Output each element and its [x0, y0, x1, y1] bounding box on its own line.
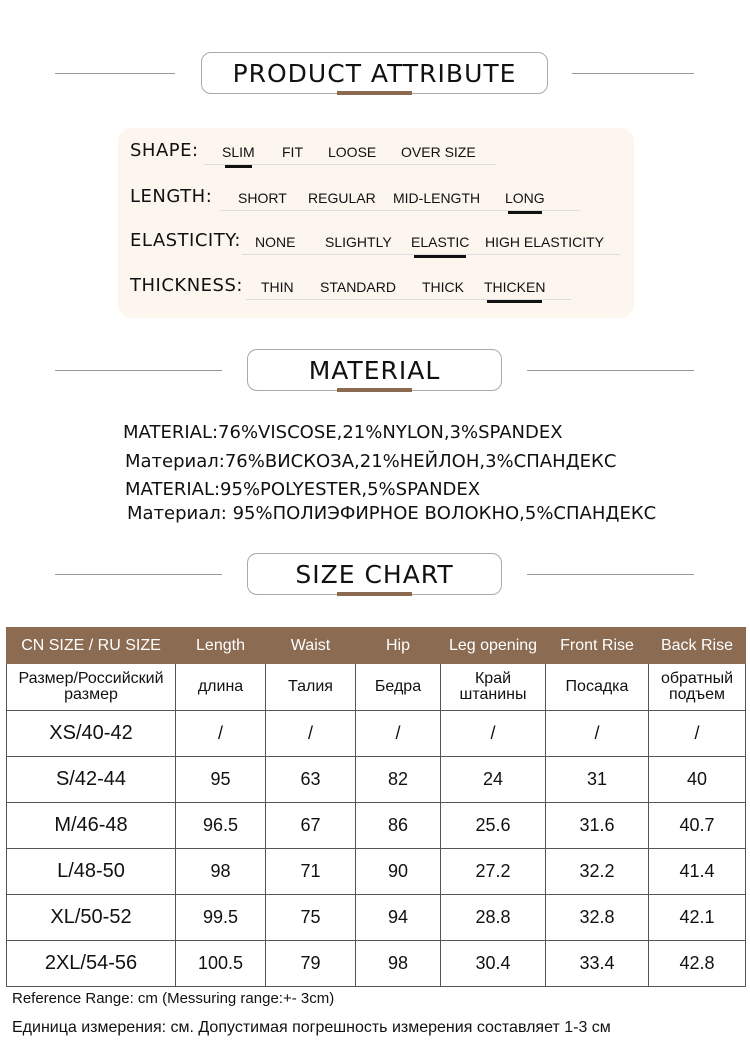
attr-row-length [118, 186, 634, 216]
attr-option: THIN [261, 279, 294, 295]
header-cell: Бедра [356, 664, 441, 711]
table-cell: XS/40-42 [7, 711, 176, 757]
table-cell: 31.6 [546, 803, 649, 849]
table-cell: / [266, 711, 356, 757]
attr-option: OVER SIZE [401, 144, 476, 160]
table-cell: 86 [356, 803, 441, 849]
header-cell: Талия [266, 664, 356, 711]
material-line: MATERIAL:95%POLYESTER,5%SPANDEX [125, 479, 481, 500]
attr-option: THICKEN [484, 279, 546, 295]
table-cell: 40.7 [649, 803, 746, 849]
section-header-material [0, 349, 750, 393]
table-cell: 63 [266, 757, 356, 803]
table-cell: 94 [356, 895, 441, 941]
table-cell: M/46-48 [7, 803, 176, 849]
attr-label: SHAPE: [130, 140, 199, 161]
table-row [7, 895, 746, 941]
table-cell: 99.5 [176, 895, 266, 941]
section-title: MATERIAL [247, 349, 502, 391]
table-cell: 82 [356, 757, 441, 803]
attr-option: HIGH ELASTICITY [485, 234, 605, 250]
table-row [7, 941, 746, 987]
header-cell: Размер/Российский размер [7, 664, 176, 711]
table-cell: 32.8 [546, 895, 649, 941]
table-cell: 33.4 [546, 941, 649, 987]
header-cell: Hip [356, 628, 441, 664]
table-row [7, 711, 746, 757]
header-cell: Front Rise [546, 628, 649, 664]
table-cell: 40 [649, 757, 746, 803]
table-cell: 90 [356, 849, 441, 895]
header-cell: Край штанины [441, 664, 546, 711]
table-cell: 100.5 [176, 941, 266, 987]
table-cell: 41.4 [649, 849, 746, 895]
attr-option: SHORT [238, 190, 287, 206]
header-cell: обратный подъем [649, 664, 746, 711]
attr-label: ELASTICITY: [130, 230, 241, 251]
table-cell: 71 [266, 849, 356, 895]
header-cell: Back Rise [649, 628, 746, 664]
header-cell: Leg opening [441, 628, 546, 664]
footer-note-en: Reference Range: cm (Messuring range:+- 3cm) [12, 990, 335, 1007]
section-title: PRODUCT ATTRIBUTE [201, 52, 548, 94]
attr-option: REGULAR [308, 190, 376, 206]
table-cell: 27.2 [441, 849, 546, 895]
attr-row-thickness [118, 275, 634, 305]
attr-label: LENGTH: [130, 186, 213, 207]
table-cell: / [546, 711, 649, 757]
table-cell: 95 [176, 757, 266, 803]
header-cell: Length [176, 628, 266, 664]
table-cell: 42.1 [649, 895, 746, 941]
header-cell: Waist [266, 628, 356, 664]
table-cell: / [441, 711, 546, 757]
header-cell: Посадка [546, 664, 649, 711]
attr-option: ELASTIC [411, 234, 470, 250]
table-header-row [7, 628, 746, 664]
table-cell: XL/50-52 [7, 895, 176, 941]
attr-option: FIT [282, 144, 303, 160]
attr-option: THICK [422, 279, 464, 295]
attr-row-elasticity [118, 230, 634, 260]
attr-option: NONE [255, 234, 296, 250]
attr-option: SLIM [222, 144, 255, 160]
table-cell: S/42-44 [7, 757, 176, 803]
material-line: MATERIAL:76%VISCOSE,21%NYLON,3%SPANDEX [123, 422, 563, 443]
table-cell: 98 [356, 941, 441, 987]
attr-option: MID-LENGTH [393, 190, 481, 206]
header-cell: CN SIZE / RU SIZE [7, 628, 176, 664]
attr-row-shape [118, 140, 634, 170]
material-line: Материал:76%ВИСКОЗА,21%НЕЙЛОН,3%СПАНДЕКС [125, 451, 617, 472]
table-cell: / [176, 711, 266, 757]
section-title: SIZE CHART [247, 553, 502, 595]
attr-label: THICKNESS: [130, 275, 243, 296]
table-cell: 96.5 [176, 803, 266, 849]
table-cell: 32.2 [546, 849, 649, 895]
table-row [7, 757, 746, 803]
attr-option: LONG [505, 190, 545, 206]
footer-note-ru: Единица измерения: см. Допустимая погрешность измерения составляет 1-3 см [12, 1019, 611, 1036]
table-cell: 75 [266, 895, 356, 941]
table-cell: 30.4 [441, 941, 546, 987]
material-line: Материал: 95%ПОЛИЭФИРНОЕ ВОЛОКНО,5%СПАНДЕКС [127, 503, 657, 524]
table-header-row-ru [7, 664, 746, 711]
table-cell: 28.8 [441, 895, 546, 941]
table-cell: 79 [266, 941, 356, 987]
table-cell: 42.8 [649, 941, 746, 987]
table-cell: 24 [441, 757, 546, 803]
table-cell: L/48-50 [7, 849, 176, 895]
section-header-size-chart [0, 553, 750, 597]
table-row [7, 803, 746, 849]
header-cell: длина [176, 664, 266, 711]
table-cell: 67 [266, 803, 356, 849]
attributes-panel [118, 128, 634, 318]
table-cell: / [649, 711, 746, 757]
attr-option: SLIGHTLY [325, 234, 392, 250]
attr-option: LOOSE [328, 144, 377, 160]
attr-option: STANDARD [320, 279, 396, 295]
table-cell: / [356, 711, 441, 757]
table-cell: 25.6 [441, 803, 546, 849]
table-cell: 2XL/54-56 [7, 941, 176, 987]
section-header-attributes [0, 52, 750, 96]
table-cell: 31 [546, 757, 649, 803]
size-chart-table [6, 627, 746, 987]
table-row [7, 849, 746, 895]
table-cell: 98 [176, 849, 266, 895]
